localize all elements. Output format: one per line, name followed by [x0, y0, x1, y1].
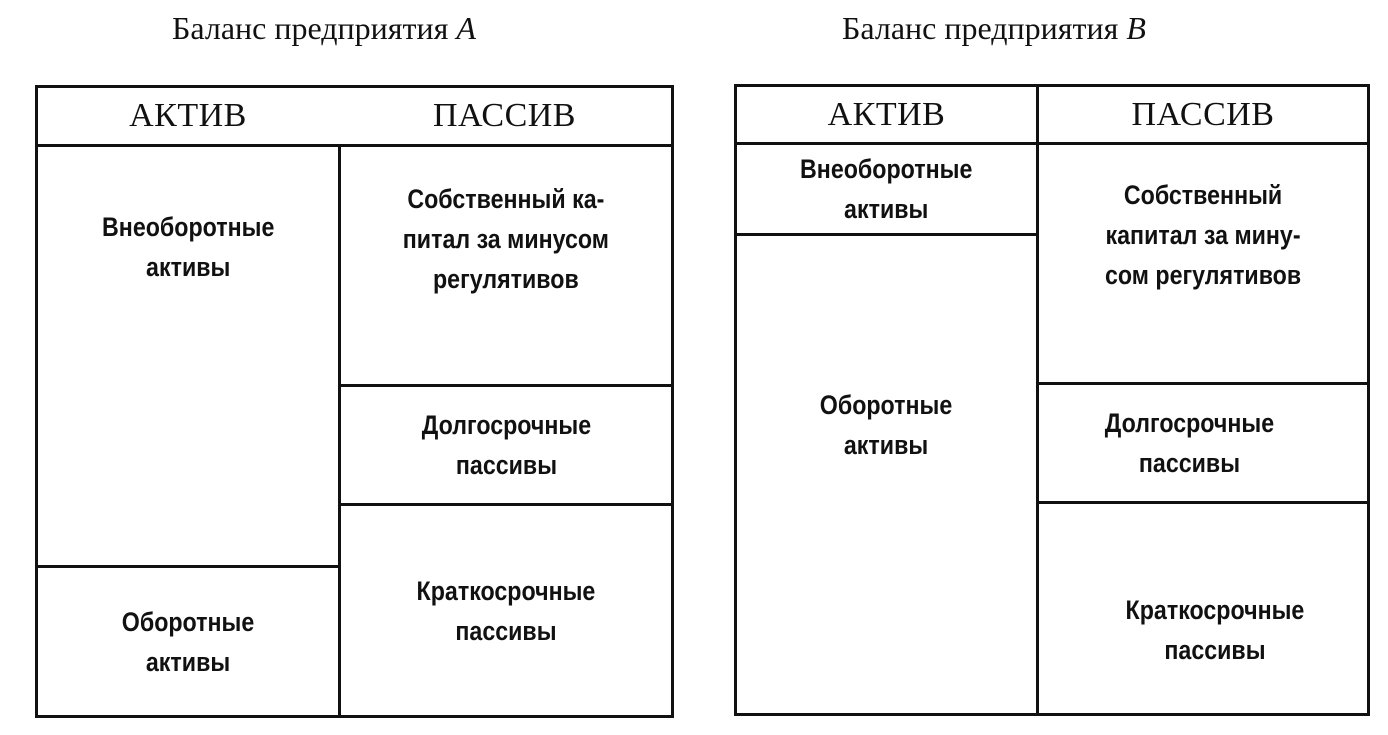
balance-b-header-assets-label: АКТИВ — [827, 95, 946, 133]
balance-b-current-assets-label: Оборотные активы — [820, 389, 953, 460]
balance-b-short-term-liabilities-label: Краткосрочные пассивы — [1125, 595, 1305, 665]
balance-b-header-assets — [737, 87, 1036, 142]
balance-b-equity-label: Собственный капитал за мину- сом регулятивов — [1104, 180, 1302, 290]
balance-b-long-term-liabilities-label: Долгосрочные пассивы — [1104, 408, 1274, 478]
balance-b-title-letter: В — [1126, 10, 1146, 46]
balance-a-header-liabilities — [338, 88, 671, 144]
balance-b-non-current-assets — [737, 145, 1036, 233]
balance-a-long-term-liabilities-label: Долгосрочные пассивы — [421, 410, 591, 480]
balance-a-title — [172, 6, 476, 50]
balance-a-header-assets — [38, 88, 338, 144]
balance-b-title-text: Баланс предприятия — [842, 10, 1119, 46]
balance-b-long-term-liabilities — [1039, 385, 1339, 501]
balance-b-longterm-divider — [1036, 501, 1370, 504]
balance-a-header-liabilities-label: ПАССИВ — [432, 97, 576, 134]
balance-a-short-term-liabilities — [341, 506, 671, 715]
balance-b-title — [842, 6, 1146, 50]
balance-b-header-liabilities — [1039, 87, 1367, 142]
balance-b-current-assets — [737, 236, 1036, 613]
balance-b-equity — [1039, 145, 1367, 325]
balance-a-short-term-liabilities-label: Краткосрочные пассивы — [416, 575, 596, 646]
balance-a-non-current-assets — [38, 147, 338, 347]
balance-a-current-assets-label: Оборотные активы — [121, 606, 255, 677]
balance-b-non-current-assets-label: Внеоборотные активы — [800, 154, 973, 224]
balance-a-non-current-assets-label: Внеоборотные активы — [101, 212, 275, 282]
balance-b-short-term-liabilities — [1060, 525, 1370, 735]
balance-b-header-liabilities-label: ПАССИВ — [1131, 95, 1275, 133]
balance-a-title-text: Баланс предприятия — [172, 10, 449, 46]
balance-a-long-term-liabilities — [341, 387, 671, 503]
balance-a-equity-label: Собственный ка- питал за минусом регулятивов — [402, 183, 610, 294]
balance-a-equity — [341, 147, 671, 330]
balance-a-header-assets-label: АКТИВ — [129, 97, 247, 134]
balance-a-current-assets — [38, 568, 338, 715]
balance-a-title-letter: А — [456, 10, 476, 46]
